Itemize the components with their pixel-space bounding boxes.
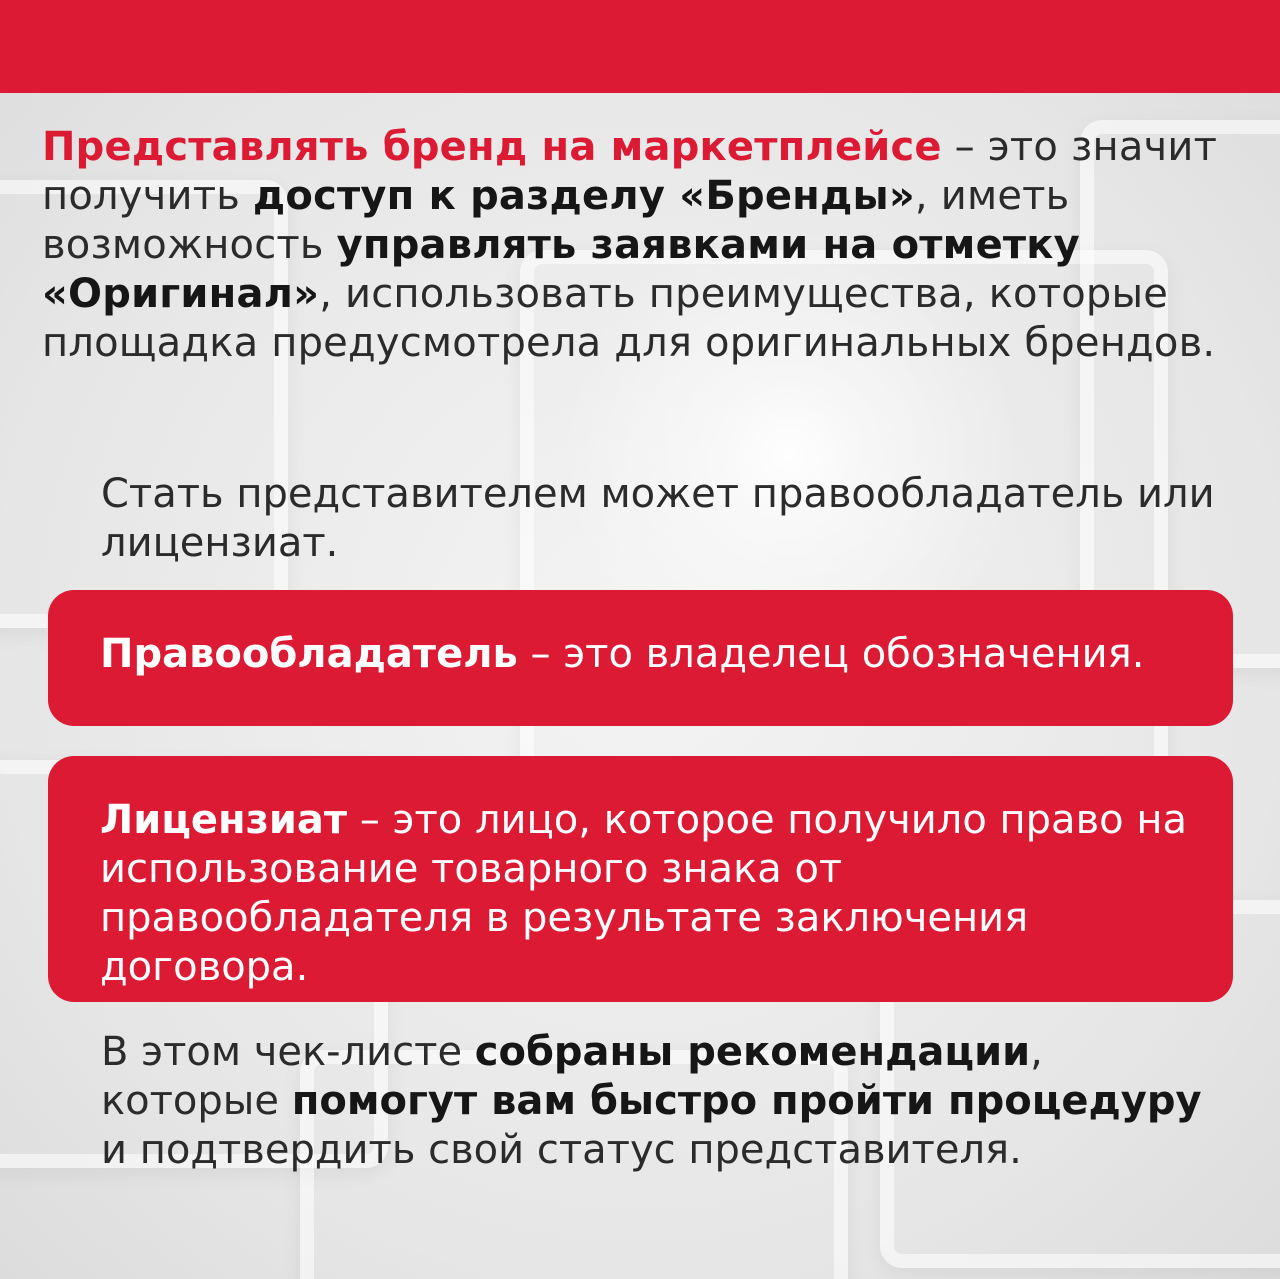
card-definition: – это владелец обозначения. (517, 631, 1145, 677)
outro-bold-1: собраны рекомендации (474, 1029, 1031, 1075)
outro-bold-2: помогут вам быстро пройти процедуру (291, 1078, 1202, 1124)
outro-text-3: и подтвердить свой статус представителя. (101, 1127, 1022, 1173)
card-term: Лицензиат (100, 797, 348, 843)
outro-text-1: В этом чек-листе (101, 1029, 475, 1075)
card-term: Правообладатель (100, 631, 518, 677)
representative-paragraph: Стать представителем может правообладатель или лицензиат. (101, 471, 1215, 566)
header-bar (0, 0, 1280, 93)
intro-accent: Представлять бренд на маркетплейсе (42, 124, 942, 170)
intro-text-3: , использовать преимущества, которые площадка предусмотрела для оригинальных брендов. (42, 271, 1216, 366)
card-definition: – это лицо, которое получило право на использование товарного знака от правообладателя в результате заключения договора. (100, 797, 1187, 990)
definition-card-rightholder (48, 590, 1233, 726)
intro-paragraph (42, 123, 1242, 368)
intro-bold-1: доступ к разделу «Бренды» (252, 173, 915, 219)
outro-text-2: , которые (101, 1029, 1043, 1124)
intro-text-2: , иметь возможность (42, 173, 1070, 268)
outro-paragraph (101, 1028, 1231, 1175)
definition-card-licensee (48, 756, 1233, 1002)
intro-text-1: – это значит получить (42, 124, 1218, 219)
intro-bold-2: управлять заявками на отметку «Оригинал» (42, 222, 1080, 317)
